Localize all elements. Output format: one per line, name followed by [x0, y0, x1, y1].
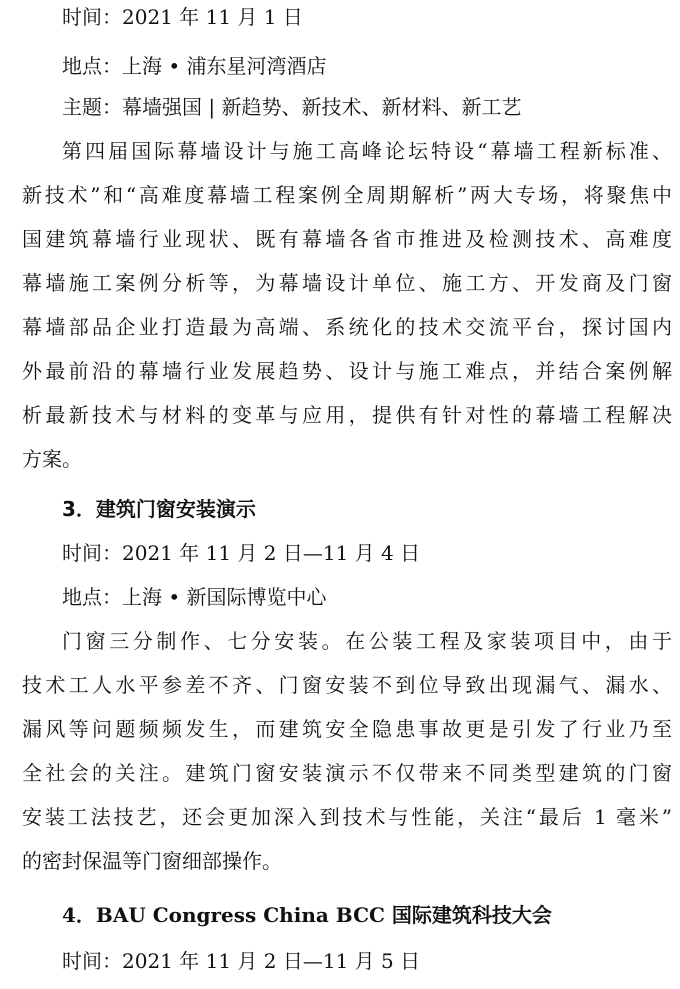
section-heading: 3．建筑门窗安装演示	[62, 497, 256, 521]
paragraph-line: 的密封保温等门窗细部操作。	[22, 849, 282, 873]
event-time: 时间：2021 年 11 月 2 日—11 月 5 日	[62, 949, 421, 973]
paragraph-line: 外最前沿的幕墙行业发展趋势、设计与施工难点，并结合案例解	[22, 359, 672, 383]
event-time: 时间：2021 年 11 月 2 日—11 月 4 日	[62, 541, 421, 565]
section-heading: 4．BAU Congress China BCC 国际建筑科技大会	[62, 903, 552, 927]
paragraph-line: 幕墙部品企业打造最为高端、系统化的技术交流平台，探讨国内	[22, 315, 672, 339]
paragraph-line: 国建筑幕墙行业现状、既有幕墙各省市推进及检测技术、高难度	[22, 227, 672, 251]
paragraph-line: 全社会的关注。建筑门窗安装演示不仅带来不同类型建筑的门窗	[22, 761, 672, 785]
event-location: 地点：上海 • 浦东星河湾酒店	[62, 54, 327, 78]
paragraph-line: 新技术”和“高难度幕墙工程案例全周期解析”两大专场，将聚焦中	[22, 183, 672, 207]
paragraph-line: 门窗三分制作、七分安装。在公装工程及家装项目中，由于	[62, 629, 672, 653]
event-time: 时间：2021 年 11 月 1 日	[62, 5, 303, 29]
paragraph-line: 幕墙施工案例分析等，为幕墙设计单位、施工方、开发商及门窗	[22, 271, 672, 295]
paragraph-line: 技术工人水平参差不齐、门窗安装不到位导致出现漏气、漏水、	[22, 673, 672, 697]
paragraph-line: 漏风等问题频频发生，而建筑安全隐患事故更是引发了行业乃至	[22, 717, 672, 741]
event-theme: 主题：幕墙强国 | 新趋势、新技术、新材料、新工艺	[62, 95, 522, 119]
paragraph-line: 安装工法技艺，还会更加深入到技术与性能，关注“最后 1 毫米”	[22, 805, 672, 829]
paragraph-line: 析最新技术与材料的变革与应用，提供有针对性的幕墙工程解决	[22, 403, 672, 427]
paragraph-line: 第四届国际幕墙设计与施工高峰论坛特设“幕墙工程新标准、	[62, 139, 672, 163]
paragraph-line: 方案。	[22, 447, 82, 471]
event-location: 地点：上海 • 新国际博览中心	[62, 585, 327, 609]
